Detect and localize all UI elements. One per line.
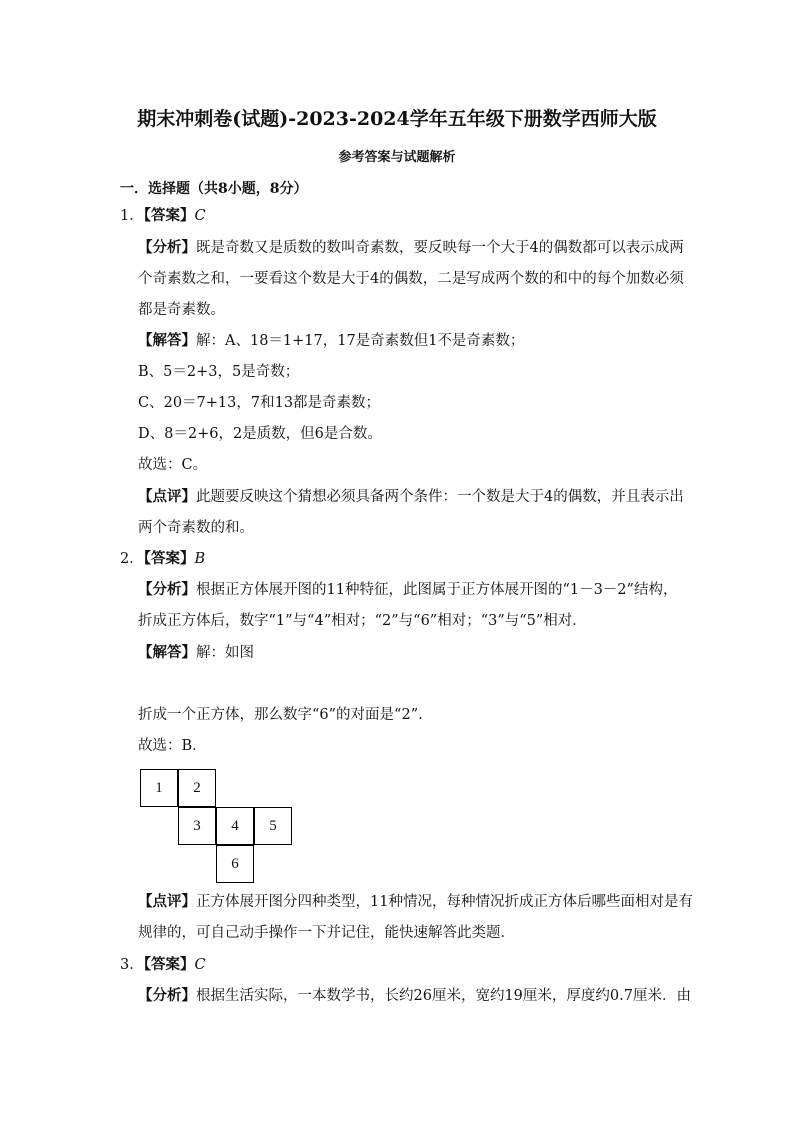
q2-comment-text-1: 正方体展开图分四种类型，11种情况，每种情况折成正方体后哪些面相对是有: [196, 894, 693, 910]
page-title: 期末冲刺卷(试题)-2023-2024学年五年级下册数学西师大版: [137, 108, 657, 130]
q2-number: 2．: [120, 551, 144, 567]
q2-solution-text-1: 解：如图: [196, 645, 254, 661]
q1-answer: C: [194, 208, 206, 224]
q1-comment-label: 【点评】: [138, 488, 196, 505]
q1-analysis-label: 【分析】: [138, 239, 196, 256]
q1-comment-line-2: 两个奇素数的和。: [138, 520, 254, 536]
q1-analysis-line-3: 都是奇素数。: [138, 302, 225, 318]
q3-analysis-label: 【分析】: [138, 987, 196, 1004]
q2-analysis-text-1: 根据正方体展开图的11种特征，此图属于正方体展开图的“1－3－2”结构，: [196, 582, 678, 598]
net-cell-6: 6: [216, 845, 254, 883]
q3-answer-label: 【答案】: [143, 956, 195, 973]
net-cell-4: 4: [216, 807, 254, 845]
net-cell-2: 2: [178, 769, 216, 807]
q1-answer-label: 【答案】: [143, 207, 195, 224]
cube-net-figure: [140, 769, 300, 885]
q2-choice: 故选：B．: [138, 738, 207, 754]
q2-analysis-label: 【分析】: [138, 581, 196, 598]
q1-solution-line-3: C、20＝7+13，7和13都是奇素数；: [138, 395, 381, 411]
q2-comment-line-2: 规律的，可自己动手操作一下并记住，能快速解答此类题．: [138, 925, 515, 941]
q2-solution-label: 【解答】: [138, 644, 196, 661]
q1-analysis-line-1: [138, 238, 684, 258]
net-cell-3: 3: [178, 807, 216, 845]
q1-answer-line: [120, 206, 206, 226]
q2-analysis-line-2: 折成正方体后，数字“1”与“4”相对；“2”与“6”相对；“3”与“5”相对．: [138, 613, 587, 629]
q1-solution-label: 【解答】: [138, 332, 196, 349]
q3-number: 3．: [120, 957, 144, 973]
q3-analysis-line-1: [138, 986, 691, 1006]
q1-analysis-line-2: 个奇素数之和，一要看这个数是大于4的偶数，二是写成两个数的和中的每个加数必须: [138, 271, 684, 287]
net-cell-5: 5: [254, 807, 292, 845]
section-heading: 一．选择题（共8小题，8分）: [120, 181, 308, 197]
q1-number: 1．: [120, 208, 144, 224]
q1-solution-line-1: [138, 331, 524, 351]
q1-solution-line-4: D、8＝2+6，2是质数，但6是合数。: [138, 426, 382, 442]
net-cell-1: 1: [140, 769, 178, 807]
q3-answer: C: [194, 957, 206, 973]
q1-solution-line-2: B、5＝2+3，5是奇数；: [138, 364, 300, 380]
q2-comment-label: 【点评】: [138, 893, 196, 910]
q1-choice: 故选：C。: [138, 457, 208, 473]
q2-answer: B: [194, 551, 206, 567]
q2-solution-line-1: [138, 643, 254, 663]
q2-analysis-line-1: [138, 580, 677, 600]
q1-comment-line-1: [138, 487, 684, 507]
q2-solution-line-2: 折成一个正方体，那么数字“6”的对面是“2”.: [138, 707, 423, 723]
q3-analysis-text-1: 根据生活实际，一本数学书，长约26厘米，宽约19厘米，厚度约0.7厘米．由: [196, 988, 691, 1004]
q1-solution-text-1: 解：A、18＝1+17，17是奇素数但1不是奇素数；: [196, 333, 525, 349]
q2-answer-label: 【答案】: [143, 550, 195, 567]
q1-analysis-text-1: 既是奇数又是质数的数叫奇素数，要反映每一个大于4的偶数都可以表示成两: [196, 240, 684, 256]
q1-comment-text-1: 此题要反映这个猜想必须具备两个条件：一个数是大于4的偶数，并且表示出: [196, 489, 684, 505]
q2-comment-line-1: [138, 892, 693, 912]
q3-answer-line: [120, 955, 206, 975]
q2-answer-line: [120, 549, 205, 569]
page-subtitle: 参考答案与试题解析: [338, 150, 456, 165]
